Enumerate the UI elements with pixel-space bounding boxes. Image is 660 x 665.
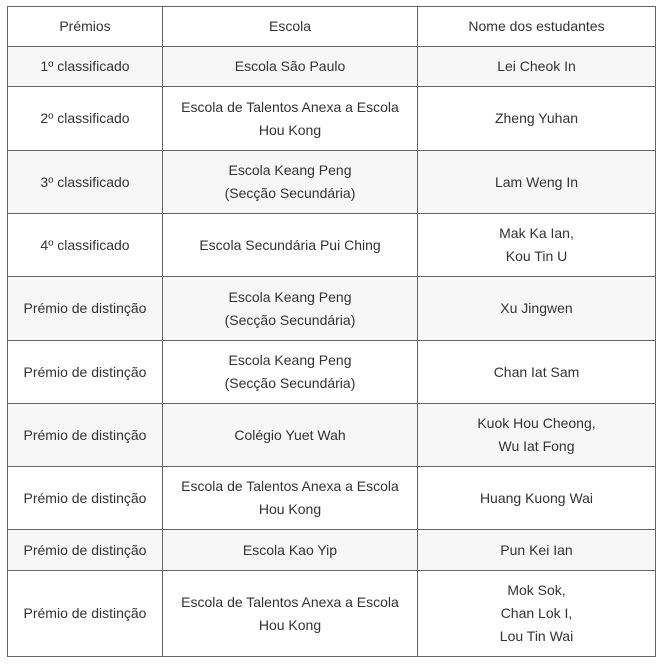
school-line: Escola São Paulo [234,58,346,74]
school-cell [163,214,418,277]
header-row [8,7,656,47]
table-header [8,7,656,47]
school-line: Escola Keang Peng [228,288,352,305]
school-cell [163,341,418,404]
award-cell: Prémio de distinção [8,341,163,404]
table-row [8,530,656,571]
students-cell [418,277,656,341]
table-row [8,467,656,530]
students-cell [418,571,656,657]
students-cell [418,151,656,214]
students-cell [418,87,656,151]
table-body [8,47,656,657]
school-cell [163,47,418,87]
school-line: Escola de Talentos Anexa a Escola [181,593,399,610]
student-name: Mok Sok, [507,582,566,598]
school-line: Escola Kao Yip [242,541,338,558]
school-line: Hou Kong [258,121,322,138]
school-line: Hou Kong [258,501,322,517]
header-students: Nome dos estudantes [418,7,656,47]
award-cell: 4º classificado [8,214,163,277]
school-line: Hou Kong [258,616,322,633]
header-awards: Prémios [8,7,163,47]
award-cell: 3º classificado [8,151,163,214]
school-cell [163,404,418,467]
student-name: Zheng Yuhan [494,110,579,126]
student-name: Huang Kuong Wai [479,489,594,506]
award-cell: Prémio de distinção [8,571,163,657]
student-name: Wu Iat Fong [498,438,575,454]
school-line: Escola de Talentos Anexa a Escola [181,98,399,115]
students-cell [418,341,656,404]
school-line: Colégio Yuet Wah [234,426,346,443]
table-row [8,571,656,657]
school-cell [163,530,418,571]
students-cell [418,214,656,277]
student-name: Lam Weng In [494,173,578,190]
table-row [8,214,656,277]
school-cell [163,467,418,530]
school-line: Escola Keang Peng [228,162,352,178]
table-row [8,277,656,341]
table-row [8,404,656,467]
students-cell [418,530,656,571]
students-cell [418,47,656,87]
school-cell [163,571,418,657]
school-line: (Secção Secundária) [224,311,356,328]
students-cell [418,467,656,530]
award-cell: 2º classificado [8,87,163,151]
table-row [8,151,656,214]
student-name: Mak Ka Ian, [499,225,574,241]
table-row [8,341,656,404]
students-cell [418,404,656,467]
school-line: Escola Keang Peng [228,352,352,368]
student-name: Kuok Hou Cheong, [477,415,596,431]
school-line: (Secção Secundária) [224,375,356,391]
student-name: Chan Iat Sam [493,363,580,380]
student-name: Kou Tin U [505,248,568,264]
school-line: Escola Secundária Pui Ching [199,236,381,253]
student-name: Lei Cheok In [497,58,576,74]
award-cell: Prémio de distinção [8,277,163,341]
awards-table [7,6,656,657]
student-name: Pun Kei Ian [500,541,573,558]
school-cell [163,151,418,214]
award-cell: 1º classificado [8,47,163,87]
table-row [8,87,656,151]
school-cell [163,277,418,341]
school-cell [163,87,418,151]
award-cell: Prémio de distinção [8,404,163,467]
table-row [8,47,656,87]
header-school: Escola [163,7,418,47]
student-name: Chan Lok I, [500,605,573,621]
student-name: Lou Tin Wai [499,628,574,644]
student-name: Xu Jingwen [500,300,573,316]
award-cell: Prémio de distinção [8,530,163,571]
school-line: (Secção Secundária) [224,185,356,201]
school-line: Escola de Talentos Anexa a Escola [181,478,399,494]
award-cell: Prémio de distinção [8,467,163,530]
